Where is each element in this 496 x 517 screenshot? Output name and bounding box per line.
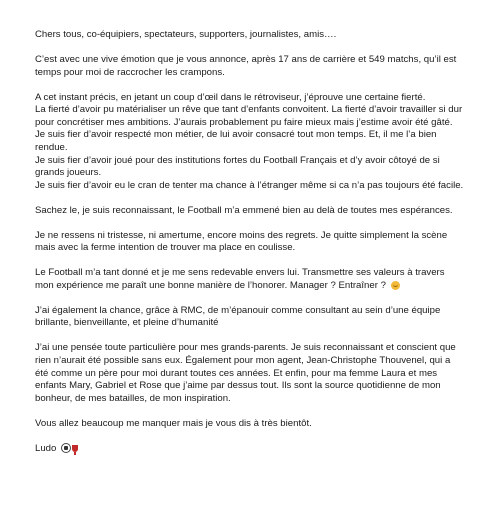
paragraph-announcement: C’est avec une vive émotion que je vous annonce, après 17 ans de carrière et 549 matchs, qu’il est temps pour moi de raccrocher les crampons.	[35, 53, 457, 78]
soccer-ball-icon	[61, 443, 71, 453]
paragraph-no-regrets: Je ne ressens ni tristesse, ni amertume, encore moins des regrets. Je quitte simplement la scène mais avec la ferme intention de trouver ma place en coulisse.	[35, 229, 448, 254]
letter-body	[35, 29, 465, 455]
paragraph-football-values	[35, 267, 465, 292]
paragraph-family: J’ai une pensée toute particulière pour mes grands-parents. Je suis reconnaissant et conscient que rien n’aurait été possible sans eux. Également pour mon agent, Jean-Christophe Thouvenel, qui a été comme un père pour moi durant toutes ces années. Et enfin, pour ma femme Laura et mes enfants Mary, Gabriel et Rose que j’aime par dessus tout. Ils sont la source quotidienne de mon bonheur, de mes batailles, de mon inspiration.	[35, 342, 456, 404]
signature	[35, 443, 465, 456]
wine-glass-icon	[72, 445, 78, 452]
greeting: Chers tous, co-équipiers, spectateurs, supporters, journalistes, amis….	[35, 29, 337, 40]
paragraph-gratitude: Sachez le, je suis reconnaissant, le Football m’a emmené bien au delà de toutes mes espérances.	[35, 204, 453, 216]
paragraph-pride: A cet instant précis, en jetant un coup d’œil dans le rétroviseur, j’éprouve une certaine fierté. La fierté d’avoir pu matérialiser un rêve que tant d’enfants convoitent. La fierté d’avoir travailler si dur pour concrétiser mes ambitions. J’aurais probablement pu faire mieux mais j’estime avoir été gâté. Je suis fier d’avoir respecté mon métier, de lui avoir consacré tout mon temps. Et, il me l’a bien rendue. Je suis fier d’avoir joué pour des institutions fortes du Football Français et d’y avoir côtoyé de si grands joueurs. Je suis fier d’avoir eu le cran de tenter ma chance à l’étranger même si ca n’a pas toujours été facile.	[35, 91, 464, 191]
paragraph-football-values-text: Le Football m’a tant donné et je me sens redevable envers lui. Transmettre ses valeurs à travers mon expérience me paraît une bonne manière de l’honorer. Manager ? Entraîner ?	[35, 267, 445, 291]
winking-face-icon	[391, 281, 400, 290]
paragraph-farewell: Vous allez beaucoup me manquer mais je vous dis à très bientôt.	[35, 417, 312, 429]
paragraph-rmc: J’ai également la chance, grâce à RMC, de m’épanouir comme consultant au sein d’une équipe brillante, bienveillante, et pleine d’humanité	[35, 304, 441, 329]
signature-name: Ludo	[35, 442, 57, 454]
